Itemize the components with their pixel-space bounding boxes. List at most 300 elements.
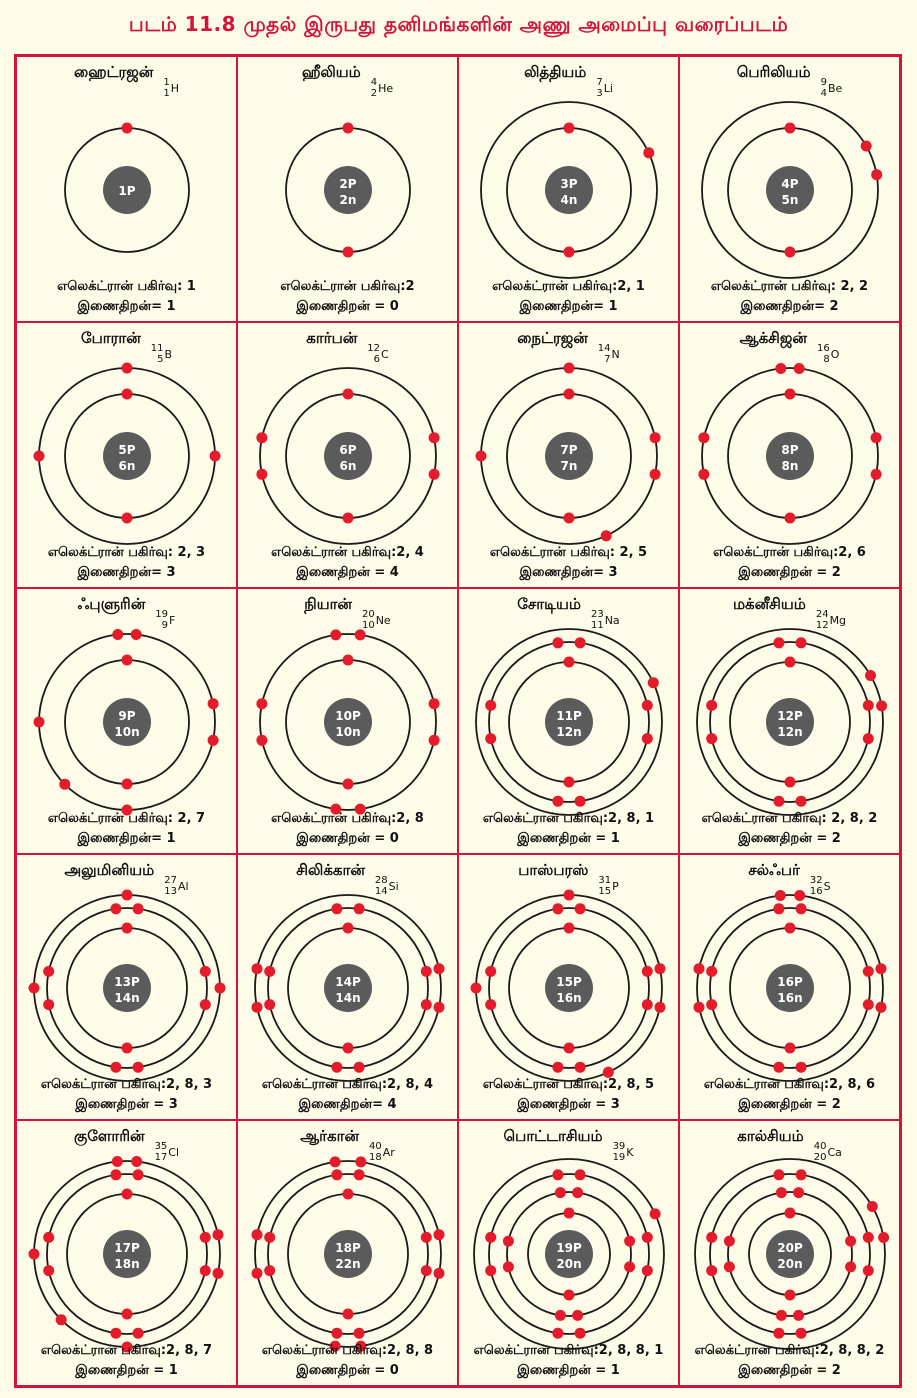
element-name: ஃபுளுரின்	[77, 595, 146, 613]
electron	[43, 1232, 54, 1243]
proton-count: 1P	[117, 184, 136, 198]
neutron-count: 20n	[776, 1257, 803, 1271]
electron	[862, 1265, 873, 1276]
electron	[33, 717, 44, 728]
electron	[641, 1232, 652, 1243]
element-footer	[680, 809, 899, 849]
electron	[28, 983, 39, 994]
element-symbol: B	[164, 347, 173, 361]
mass-number: 28	[374, 875, 388, 886]
electron	[793, 1187, 804, 1198]
electron	[251, 1268, 262, 1279]
electron	[342, 123, 353, 134]
electron	[331, 903, 342, 914]
electron	[572, 1310, 583, 1321]
electron	[563, 1208, 574, 1219]
electron	[433, 1002, 444, 1013]
element-symbol: Ne	[375, 613, 391, 627]
neutron-count: 14n	[334, 991, 361, 1005]
atom-diagram	[689, 887, 891, 1089]
mass-number: 16	[816, 343, 830, 354]
electron	[649, 469, 660, 480]
electron	[563, 657, 574, 668]
atom-diagram	[278, 120, 418, 260]
electron	[131, 1156, 142, 1167]
electron	[55, 1314, 66, 1325]
electron	[354, 629, 365, 640]
electron	[256, 735, 267, 746]
electron	[121, 779, 132, 790]
electron	[433, 1268, 444, 1279]
electron	[355, 1156, 366, 1167]
element-footer	[17, 543, 236, 583]
neutron-count: 6n	[339, 459, 356, 473]
electron	[773, 1062, 784, 1073]
electron	[649, 432, 660, 443]
element-symbol: Be	[827, 81, 843, 95]
electron	[865, 670, 876, 681]
element-cell-al	[16, 854, 237, 1120]
atomic-number: 4	[820, 88, 827, 99]
electron	[862, 999, 873, 1010]
electron	[574, 1328, 585, 1339]
electron	[199, 999, 210, 1010]
electron	[485, 966, 496, 977]
electron	[845, 1236, 856, 1247]
element-symbol: P	[612, 879, 619, 893]
element-symbol: Si	[388, 879, 399, 893]
electron	[563, 389, 574, 400]
electron	[121, 123, 132, 134]
element-footer	[459, 809, 678, 849]
valency: இணைதிறன் = 2	[738, 1097, 841, 1112]
element-header	[238, 63, 457, 99]
element-symbol: Ca	[827, 1145, 842, 1159]
electron	[706, 1265, 717, 1276]
electron	[342, 655, 353, 666]
element-cell-h	[16, 56, 237, 322]
electron	[641, 966, 652, 977]
electron	[28, 1249, 39, 1260]
element-footer	[680, 277, 899, 317]
electron-configuration: எலெக்ட்ரான் பகிர்வு:2, 4	[271, 545, 424, 560]
electron	[121, 513, 132, 524]
electron	[775, 1187, 786, 1198]
electron	[43, 999, 54, 1010]
electron	[574, 637, 585, 648]
electron-configuration: எலெக்ட்ரான் பகிர்வு: 2, 8, 2	[701, 811, 878, 826]
neutron-count: 14n	[113, 991, 140, 1005]
valency: இணைதிறன் = 2	[738, 1363, 841, 1378]
mass-number: 11	[150, 343, 164, 354]
electron	[552, 1062, 563, 1073]
valency: இணைதிறன் = 0	[296, 1363, 399, 1378]
mass-number: 20	[361, 609, 375, 620]
atomic-number: 15	[598, 886, 612, 897]
electron	[784, 657, 795, 668]
electron	[600, 530, 611, 541]
element-name: பெரிலியம்	[736, 63, 811, 81]
element-footer	[680, 1341, 899, 1381]
mass-number: 19	[155, 609, 169, 620]
electron	[264, 1232, 275, 1243]
valency: இணைதிறன் = 2	[738, 831, 841, 846]
electron	[706, 966, 717, 977]
electron	[795, 1328, 806, 1339]
electron	[563, 1290, 574, 1301]
electron	[866, 1201, 877, 1212]
element-grid	[14, 54, 902, 1388]
electron	[554, 1187, 565, 1198]
electron	[329, 1156, 340, 1167]
proton-count: 17P	[113, 1241, 140, 1255]
electron	[485, 1265, 496, 1276]
element-footer	[17, 809, 236, 849]
electron	[111, 1156, 122, 1167]
electron	[121, 389, 132, 400]
mass-number: 35	[154, 1141, 168, 1152]
electron	[773, 1169, 784, 1180]
neutron-count: 10n	[334, 725, 361, 739]
electron	[132, 1062, 143, 1073]
element-cell-he	[237, 56, 458, 322]
proton-count: 5P	[117, 443, 136, 457]
atomic-number: 14	[374, 886, 388, 897]
electron	[773, 637, 784, 648]
electron	[428, 469, 439, 480]
electron	[199, 966, 210, 977]
atom-diagram	[26, 887, 228, 1089]
electron-configuration: எலெக்ட்ரான் பகிர்வு: 1	[57, 279, 196, 294]
atom-diagram	[468, 621, 670, 823]
electron	[784, 389, 795, 400]
atomic-number: 17	[154, 1152, 168, 1163]
electron	[875, 963, 886, 974]
atomic-number: 12	[815, 620, 829, 631]
electron	[574, 1169, 585, 1180]
valency: இணைதிறன்= 2	[740, 299, 839, 314]
atomic-number: 10	[361, 620, 375, 631]
mass-number: 32	[809, 875, 823, 886]
electron-configuration: எலெக்ட்ரான் பகிர்வு:2, 8, 6	[703, 1077, 876, 1092]
electron	[207, 698, 218, 709]
electron	[485, 733, 496, 744]
electron	[209, 451, 220, 462]
atomic-number: 20	[813, 1152, 827, 1163]
element-cell-be	[679, 56, 900, 322]
element-cell-mg	[679, 588, 900, 854]
atom-diagram	[466, 1151, 672, 1357]
electron	[795, 1169, 806, 1180]
electron	[563, 363, 574, 374]
electron	[433, 963, 444, 974]
valency: இணைதிறன்= 3	[519, 565, 618, 580]
electron	[199, 1265, 210, 1276]
electron	[795, 637, 806, 648]
electron	[342, 1189, 353, 1200]
element-footer	[459, 1341, 678, 1381]
element-name: அலுமினியம்	[64, 861, 155, 879]
electron	[574, 796, 585, 807]
element-name: லித்தியம்	[524, 63, 587, 81]
electron	[121, 1189, 132, 1200]
electron	[784, 923, 795, 934]
isotope-notation	[371, 77, 393, 99]
element-footer	[680, 543, 899, 583]
atomic-number: 6	[373, 354, 381, 365]
electron	[251, 1229, 262, 1240]
electron	[342, 513, 353, 524]
element-cell-s	[679, 854, 900, 1120]
element-footer	[17, 277, 236, 317]
atom-diagram	[31, 626, 223, 818]
electron	[574, 903, 585, 914]
electron	[795, 903, 806, 914]
electron	[121, 363, 132, 374]
electron	[649, 1208, 660, 1219]
neutron-count: 16n	[776, 991, 803, 1005]
electron	[130, 629, 141, 640]
electron	[876, 700, 887, 711]
electron-configuration: எலெக்ட்ரான் பகிர்வு:2, 8, 8, 1	[473, 1343, 664, 1358]
element-symbol: Ar	[382, 1145, 395, 1159]
electron	[794, 890, 805, 901]
electron	[330, 629, 341, 640]
element-footer	[238, 809, 457, 849]
valency: இணைதிறன்= 1	[77, 299, 176, 314]
electron	[552, 1328, 563, 1339]
element-cell-f	[16, 588, 237, 854]
atom-diagram	[57, 120, 197, 260]
neutron-count: 12n	[776, 725, 803, 739]
element-cell-ar	[237, 1120, 458, 1386]
mass-number: 23	[590, 609, 604, 620]
electron	[485, 999, 496, 1010]
proton-count: 12P	[776, 709, 803, 723]
electron	[795, 1062, 806, 1073]
electron-configuration: எலெக்ட்ரான் பகிர்வு:2, 8, 7	[40, 1343, 213, 1358]
electron	[563, 923, 574, 934]
element-cell-ca	[679, 1120, 900, 1386]
electron	[33, 451, 44, 462]
valency: இணைதிறன் = 4	[296, 565, 399, 580]
atomic-number: 18	[369, 1152, 382, 1163]
electron	[784, 513, 795, 524]
atom-diagram	[252, 360, 444, 552]
valency: இணைதிறன் = 2	[738, 565, 841, 580]
element-cell-o	[679, 322, 900, 588]
valency: இணைதிறன்= 1	[77, 831, 176, 846]
atom-diagram	[687, 1151, 893, 1357]
electron	[475, 451, 486, 462]
electron	[795, 796, 806, 807]
electron	[693, 963, 704, 974]
proton-count: 14P	[334, 975, 361, 989]
electron	[773, 1328, 784, 1339]
element-symbol: K	[626, 1145, 634, 1159]
electron	[59, 779, 70, 790]
electron	[264, 999, 275, 1010]
valency: இணைதிறன் = 0	[296, 831, 399, 846]
electron	[121, 655, 132, 666]
electron	[563, 1043, 574, 1054]
electron	[870, 432, 881, 443]
element-name: ஆர்கான்	[300, 1127, 359, 1145]
atomic-number: 11	[590, 620, 604, 631]
electron	[552, 903, 563, 914]
electron-configuration: எலெக்ட்ரான் பகிர்வு:2, 8, 3	[40, 1077, 213, 1092]
element-name: குளோரின்	[73, 1127, 145, 1145]
atomic-number: 19	[612, 1152, 626, 1163]
proton-count: 2P	[338, 177, 357, 191]
electron	[624, 1236, 635, 1247]
element-name: பாஸ்பரஸ்	[518, 861, 589, 879]
isotope-notation	[163, 77, 179, 99]
electron	[641, 999, 652, 1010]
element-footer	[459, 277, 678, 317]
electron	[572, 1187, 583, 1198]
electron	[641, 700, 652, 711]
electron-configuration: எலெக்ட்ரான் பகிர்வு:2, 8	[271, 811, 424, 826]
element-symbol: S	[823, 879, 831, 893]
electron	[353, 903, 364, 914]
electron	[563, 890, 574, 901]
valency: இணைதிறன் = 1	[517, 831, 620, 846]
element-name: மக்னீசியம்	[732, 595, 806, 613]
electron	[871, 169, 882, 180]
element-name: பொட்டாசியம்	[503, 1127, 603, 1145]
electron	[256, 469, 267, 480]
electron	[552, 1169, 563, 1180]
element-name: சிலிக்கான்	[296, 861, 365, 879]
electron	[132, 903, 143, 914]
element-footer	[459, 543, 678, 583]
valency: இணைதிறன் = 1	[75, 1363, 178, 1378]
electron-configuration: எலெக்ட்ரான் பகிர்வு:2, 8, 8	[261, 1343, 434, 1358]
electron	[775, 1310, 786, 1321]
electron	[502, 1236, 513, 1247]
element-symbol: F	[169, 613, 176, 627]
mass-number: 1	[163, 77, 170, 88]
proton-count: 7P	[559, 443, 578, 457]
neutron-count: 16n	[555, 991, 582, 1005]
electron	[793, 363, 804, 374]
element-header	[17, 63, 236, 99]
mass-number: 39	[612, 1141, 626, 1152]
electron	[264, 966, 275, 977]
element-name: கார்பன்	[306, 329, 358, 347]
electron	[860, 141, 871, 152]
element-symbol: Na	[604, 613, 620, 627]
electron	[706, 1232, 717, 1243]
atom-diagram	[468, 887, 670, 1089]
electron	[428, 698, 439, 709]
proton-count: 8P	[780, 443, 799, 457]
electron-configuration: எலெக்ட்ரான் பகிர்வு: 2, 5	[489, 545, 648, 560]
element-cell-n	[458, 322, 679, 588]
electron	[784, 123, 795, 134]
neutron-count: 12n	[555, 725, 582, 739]
electron	[428, 735, 439, 746]
electron	[862, 700, 873, 711]
electron	[342, 923, 353, 934]
electron-configuration: எலெக்ட்ரான் பகிர்வு:2, 8, 4	[261, 1077, 434, 1092]
element-symbol: Cl	[168, 1145, 180, 1159]
mass-number: 7	[596, 77, 603, 88]
electron	[199, 1232, 210, 1243]
element-footer	[238, 1075, 457, 1115]
electron	[641, 1265, 652, 1276]
electron	[420, 999, 431, 1010]
element-footer	[17, 1341, 236, 1381]
element-symbol: H	[170, 81, 179, 95]
atomic-number: 3	[596, 88, 603, 99]
electron	[706, 999, 717, 1010]
atomic-number: 8	[823, 354, 830, 365]
electron	[641, 733, 652, 744]
neutron-count: 4n	[560, 193, 577, 207]
electron	[698, 469, 709, 480]
element-symbol: C	[381, 347, 389, 361]
electron	[693, 1002, 704, 1013]
valency: இணைதிறன்= 3	[77, 565, 176, 580]
atom-diagram	[31, 360, 223, 552]
electron	[331, 1062, 342, 1073]
electron	[773, 796, 784, 807]
atom-diagram	[689, 621, 891, 823]
electron	[862, 1232, 873, 1243]
electron	[121, 1043, 132, 1054]
electron	[428, 432, 439, 443]
electron-configuration: எலெக்ட்ரான் பகிர்வு: 2, 3	[47, 545, 206, 560]
element-symbol: O	[830, 347, 840, 361]
proton-count: 9P	[117, 709, 136, 723]
element-cell-na	[458, 588, 679, 854]
electron	[121, 890, 132, 901]
element-cell-li	[458, 56, 679, 322]
atom-diagram	[694, 360, 886, 552]
mass-number: 12	[367, 343, 381, 354]
electron-configuration: எலெக்ட்ரான் பகிர்வு: 2, 2	[710, 279, 869, 294]
electron	[214, 983, 225, 994]
mass-number: 14	[597, 343, 611, 354]
element-footer	[238, 1341, 457, 1381]
electron	[342, 779, 353, 790]
electron	[264, 1265, 275, 1276]
element-cell-b	[16, 322, 237, 588]
electron	[353, 1062, 364, 1073]
electron	[251, 1002, 262, 1013]
element-cell-k	[458, 1120, 679, 1386]
element-footer	[680, 1075, 899, 1115]
electron-configuration: எலெக்ட்ரான் பகிர்வு:2, 8, 8, 2	[694, 1343, 885, 1358]
electron-configuration: எலெக்ட்ரான் பகிர்வு:2, 8, 5	[482, 1077, 655, 1092]
valency: இணைதிறன் = 3	[75, 1097, 178, 1112]
electron	[563, 513, 574, 524]
electron	[331, 1328, 342, 1339]
electron	[706, 700, 717, 711]
neutron-count: 20n	[555, 1257, 582, 1271]
valency: இணைதிறன் = 0	[296, 299, 399, 314]
electron	[470, 983, 481, 994]
electron	[342, 247, 353, 258]
electron	[654, 1002, 665, 1013]
mass-number: 40	[369, 1141, 382, 1152]
proton-count: 10P	[334, 709, 361, 723]
atomic-number: 9	[161, 620, 169, 631]
mass-number: 24	[815, 609, 829, 620]
electron	[132, 1328, 143, 1339]
